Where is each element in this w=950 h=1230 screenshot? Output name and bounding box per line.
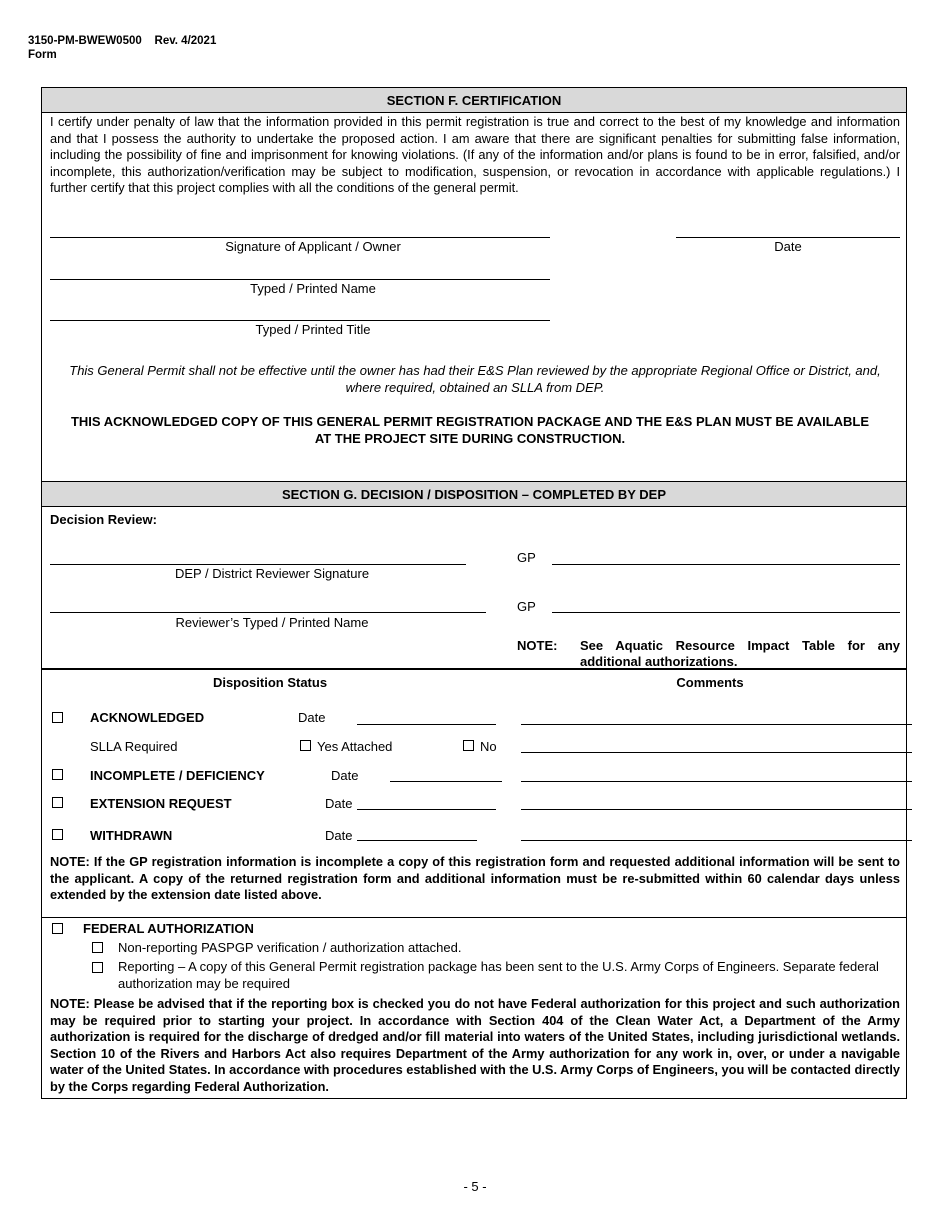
- form-label: Form: [28, 49, 57, 61]
- printed-title-line[interactable]: [50, 320, 550, 321]
- federal-authorization-label: FEDERAL AUTHORIZATION: [83, 921, 254, 936]
- signature-line[interactable]: [50, 237, 550, 238]
- page-number: - 5 -: [463, 1179, 487, 1194]
- withdrawn-date-label: Date: [325, 828, 353, 843]
- printed-name-label: Typed / Printed Name: [250, 281, 376, 296]
- incomplete-date-line[interactable]: [390, 781, 502, 782]
- divider: [42, 917, 906, 918]
- withdrawn-checkbox[interactable]: [52, 829, 63, 840]
- comment-line-1[interactable]: [521, 724, 912, 725]
- no-checkbox[interactable]: [463, 740, 474, 751]
- extension-date-label: Date: [325, 796, 353, 811]
- section-f-title: SECTION F. CERTIFICATION: [42, 87, 906, 113]
- yes-attached-checkbox[interactable]: [300, 740, 311, 751]
- extension-label: EXTENSION REQUEST: [90, 796, 232, 811]
- printed-name-line[interactable]: [50, 279, 550, 280]
- extension-date-line[interactable]: [357, 809, 496, 810]
- federal-authorization-checkbox[interactable]: [52, 923, 63, 934]
- no-label: No: [480, 739, 497, 754]
- incomplete-date-label: Date: [331, 768, 359, 783]
- form-revision: Rev. 4/2021: [154, 35, 217, 47]
- incomplete-checkbox[interactable]: [52, 769, 63, 780]
- gp-label-1: GP: [517, 550, 536, 565]
- slla-required-label: SLLA Required: [90, 739, 178, 754]
- comment-line-3[interactable]: [521, 781, 912, 782]
- reviewer-name-line[interactable]: [50, 612, 486, 613]
- non-reporting-checkbox[interactable]: [92, 942, 103, 953]
- reviewer-signature-line[interactable]: [50, 564, 466, 565]
- gp-line-1[interactable]: [552, 564, 900, 565]
- reporting-label: Reporting – A copy of this General Permit registration package has been sent to the U.S. Army Corps of Engineers. Separate federal authorization may be required: [118, 959, 879, 991]
- note-label: NOTE:: [517, 638, 558, 653]
- reviewer-name-label: Reviewer’s Typed / Printed Name: [175, 615, 369, 630]
- form-code: 3150-PM-BWEW0500: [28, 35, 142, 47]
- extension-checkbox[interactable]: [52, 797, 63, 808]
- comments-header: Comments: [676, 675, 744, 690]
- acknowledged-date-label: Date: [298, 710, 326, 725]
- note-text: See Aquatic Resource Impact Table for any additional authorizations.: [580, 638, 900, 669]
- acknowledged-date-line[interactable]: [357, 724, 496, 725]
- comment-line-2[interactable]: [521, 752, 912, 753]
- non-reporting-label: Non-reporting PASPGP verification / authorization attached.: [118, 940, 462, 955]
- reviewer-signature-label: DEP / District Reviewer Signature: [174, 566, 370, 581]
- federal-note: NOTE: Please be advised that if the reporting box is checked you do not have Federal authorization for this project and such authorization may be required prior to starting your project. In accordance with Section 404 of the Clean Water Act, a Department of the Army authorization is required for the discharge of dredged and/or fill material into waters of the United States, including jurisdictional wetlands. Section 10 of the Rivers and Harbors Act also requires Department of the Army authorization for any work in, over, or under a navigable water of the United States. In accordance with procedures established with the U.S. Army Corps of Engineers, you will be contacted directly by the Corps regarding Federal Authorization.: [50, 996, 900, 1094]
- section-g-title: SECTION G. DECISION / DISPOSITION – COMPLETED BY DEP: [42, 481, 906, 507]
- form-header: [28, 34, 216, 62]
- acknowledged-copy-notice: THIS ACKNOWLEDGED COPY OF THIS GENERAL PERMIT REGISTRATION PACKAGE AND THE E&S PLAN MUST BE AVAILABLE AT THE PROJECT SITE DURING CONSTRUCTION.: [70, 414, 870, 446]
- decision-review-label: Decision Review:: [50, 512, 157, 527]
- withdrawn-label: WITHDRAWN: [90, 828, 173, 843]
- incomplete-note: NOTE: If the GP registration information is incomplete a copy of this registration form and requested additional information will be sent to the applicant. A copy of the returned registration form and additional information must be re-submitted within 60 calendar days unless extended by the extension date listed above.: [50, 854, 900, 902]
- acknowledged-label: ACKNOWLEDGED: [90, 710, 205, 725]
- printed-title-label: Typed / Printed Title: [255, 322, 371, 337]
- date-line[interactable]: [676, 237, 900, 238]
- certification-text: I certify under penalty of law that the information provided in this permit registration is true and correct to the best of my knowledge and information and that I possess the authority to undertake the proposed action. I am aware that there are significant penalties for submitting false information, including the possibility of fine and imprisonment for knowing violations. (If any of the information and/or plans is found to be in error, falsified, and/or incomplete, this authorization/verification may be subject to modification, suspension, or revocation in accordance with applicable regulations.) I further certify that this project complies with all the conditions of the general permit.: [50, 114, 900, 195]
- comment-line-4[interactable]: [521, 809, 912, 810]
- yes-attached-label: Yes Attached: [317, 739, 393, 754]
- acknowledged-checkbox[interactable]: [52, 712, 63, 723]
- divider: [42, 668, 906, 670]
- reporting-checkbox[interactable]: [92, 962, 103, 973]
- gp-label-2: GP: [517, 599, 536, 614]
- comment-line-5[interactable]: [521, 840, 912, 841]
- date-label: Date: [774, 239, 802, 254]
- gp-line-2[interactable]: [552, 612, 900, 613]
- incomplete-label: INCOMPLETE / DEFICIENCY: [90, 768, 265, 783]
- effective-notice: This General Permit shall not be effective until the owner has had their E&S Plan reviewed by the appropriate Regional Office or District, and, where required, obtained an SLLA from DEP.: [69, 363, 881, 395]
- disposition-status-header: Disposition Status: [212, 675, 328, 690]
- signature-label: Signature of Applicant / Owner: [225, 239, 401, 254]
- withdrawn-date-line[interactable]: [357, 840, 477, 841]
